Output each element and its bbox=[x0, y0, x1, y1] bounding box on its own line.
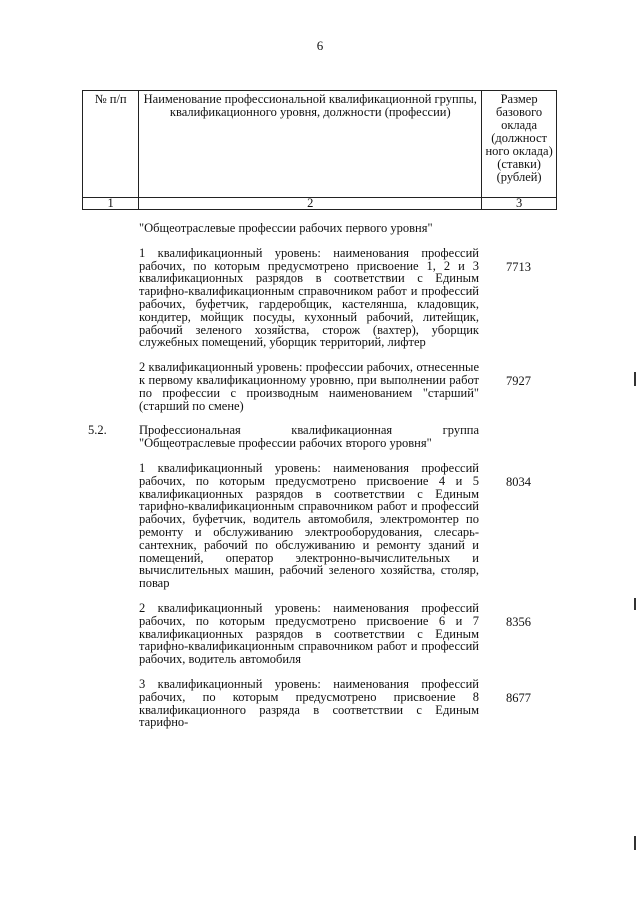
table-row bbox=[88, 222, 558, 235]
page-number: 6 bbox=[316, 38, 324, 53]
table-row bbox=[88, 678, 558, 729]
row-number bbox=[88, 462, 139, 590]
row-text: 1 квалификационный уровень: наименования профессий рабочих, по которым предусмотрено присвоение 1, 2 и 3 квалификационных разрядов в соответствии с Единым тарифно-квалификационным справочником работ и профессий рабочих, буфетчик, гардеробщик, кастелянша, кладовщик, кондитер, мойщик посуды, кухонный рабочий, литейщик, рабочий зеленого хозяйства, сторож (вахтер), уборщик служебных помещений, уборщик территорий, лифтер bbox=[139, 245, 479, 350]
row-value: 8677 bbox=[506, 690, 531, 705]
row-value: 7927 bbox=[506, 374, 531, 389]
header-col-name: Наименование профессиональной квалификационной группы, квалификационного уровня, должности (профессии) bbox=[139, 91, 482, 198]
row-number bbox=[88, 361, 139, 412]
table-body bbox=[88, 222, 558, 741]
row-value: 7713 bbox=[506, 259, 531, 274]
row-text: 1 квалификационный уровень: наименования профессий рабочих, по которым предусмотрено присвоение 4 и 5 квалификационных разрядов в соответствии с Единым тарифно-квалификационным справочником работ и профессий рабочих, буфетчик, водитель автомобиля, электромонтер по ремонту и обслуживанию электрооборудования, слесарь-сантехник, рабочий по обслуживанию и ремонту зданий и помещений, оператор электронно-вычислительных и вычислительных машин, рабочий зеленого хозяйства, столяр, повар bbox=[139, 460, 479, 591]
table-row bbox=[88, 361, 558, 412]
scan-artifact bbox=[634, 372, 636, 386]
table-row bbox=[88, 424, 558, 450]
row-number bbox=[88, 222, 139, 235]
row-text: 2 квалификационный уровень: наименования профессий рабочих, по которым предусмотрено присвоение 6 и 7 квалификационных разрядов в соответствии с Единым тарифно-квалификационным справочником работ и профессий рабочих, водитель автомобиля bbox=[139, 600, 479, 667]
header-num-3: 3 bbox=[482, 198, 557, 210]
row-number bbox=[88, 602, 139, 666]
row-value: 8034 bbox=[506, 474, 531, 489]
row-text: 3 квалификационный уровень: наименования профессий рабочих, по которым предусмотрено присвоение 8 квалификационного разряда в соответствии с Единым тарифно- bbox=[139, 676, 479, 730]
row-number: 5.2. bbox=[88, 423, 107, 438]
header-col-number: № п/п bbox=[83, 91, 139, 198]
header-col-salary: Размер базового оклада (должност ного оклада) (ставки) (рублей) bbox=[482, 91, 557, 198]
scan-artifact bbox=[634, 598, 636, 610]
table-row bbox=[88, 602, 558, 666]
header-num-1: 1 bbox=[83, 198, 139, 210]
row-text: "Общеотраслевые профессии рабочих первого уровня" bbox=[139, 221, 433, 235]
table-row bbox=[88, 462, 558, 590]
row-value bbox=[479, 424, 558, 450]
table-header bbox=[82, 90, 557, 210]
row-number bbox=[88, 678, 139, 729]
table-row bbox=[88, 247, 558, 349]
scan-artifact bbox=[634, 836, 636, 850]
row-text: 2 квалификационный уровень: профессии рабочих, отнесенные к первому квалификационному уровню, при выполнении работ по профессии с производным наименованием "старший" (старший по смене) bbox=[139, 360, 479, 413]
row-number bbox=[88, 247, 139, 349]
header-num-2: 2 bbox=[139, 198, 482, 210]
row-text: Профессиональная квалификационная группа "Общеотраслевые профессии рабочих второго уровня" bbox=[139, 423, 479, 451]
row-value: 8356 bbox=[506, 614, 531, 629]
row-value bbox=[479, 222, 558, 235]
